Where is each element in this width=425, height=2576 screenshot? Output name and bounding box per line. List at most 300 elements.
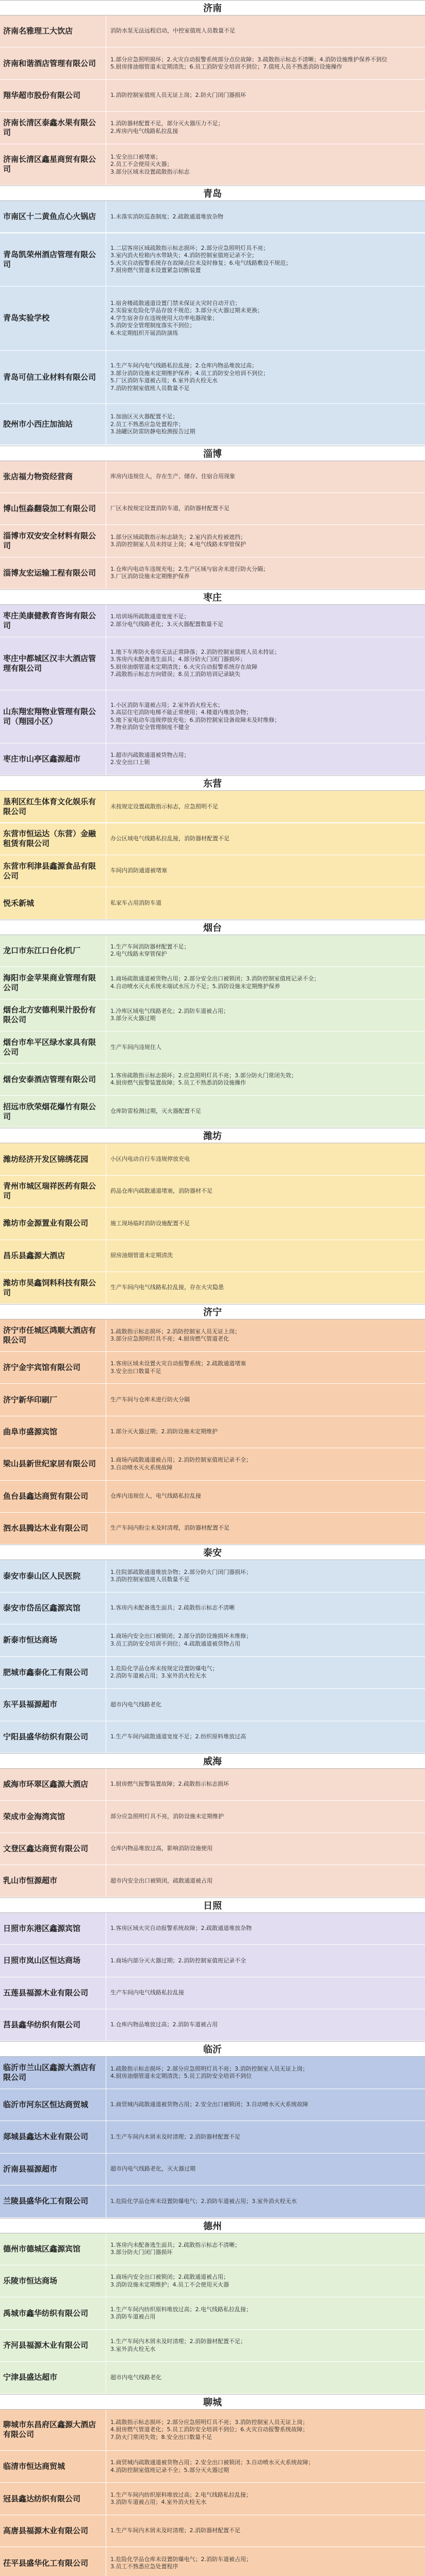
city-title: 临沂 — [203, 2044, 222, 2056]
enterprise-row — [0, 2057, 425, 2089]
enterprise-row — [0, 855, 425, 887]
hazard-item: 仓库防雷检测过期，灭火器配置不足 — [110, 1108, 201, 1115]
enterprise-row — [0, 1769, 425, 1801]
hazard-list — [106, 2297, 425, 2329]
city-title: 东营 — [203, 778, 222, 790]
city-title: 淄博 — [203, 448, 222, 460]
enterprise-row — [0, 404, 425, 445]
enterprise-row — [0, 935, 425, 967]
enterprise-row — [0, 1352, 425, 1384]
enterprise-row — [0, 999, 425, 1031]
hazard-item: 药品仓库内疏散通道堵塞，消防器材不足 — [110, 1188, 213, 1195]
enterprise-name: 德州市德城区鑫源宾馆 — [0, 2233, 106, 2265]
hazard-list — [106, 1689, 425, 1720]
hazard-item: 1.地下车库防火卷帘无法正常降落；2.消防控制室值班人员未持证； — [110, 648, 280, 655]
hazard-item: 1.生产车间内电气线路私拉乱接；2.仓库内物品堆放过高； — [110, 362, 257, 369]
hazard-item: 1.厨房燃气报警装置故障；2.疏散指示标志损坏 — [110, 1781, 229, 1788]
city-title: 烟台 — [203, 922, 222, 934]
hazard-item: 超市内电气线路老化，灭火器过期 — [110, 2165, 195, 2173]
hazard-item: 仓库内物品堆放过高，影响消防设施使用 — [110, 1845, 213, 1852]
hazard-item: 4.自动喷水灭火系统末端试水压力不足；5.消防设施未定期维护保养 — [110, 982, 280, 990]
hazard-item: 3.部分应急照明灯具不亮；4.厨房燃气管道老化 — [110, 1335, 229, 1343]
enterprise-name: 东营市利津县鑫源食品有限公司 — [0, 855, 106, 887]
enterprise-name: 青州市城区瑞祥医药有限公司 — [0, 1176, 106, 1207]
hazard-list — [106, 743, 425, 775]
hazard-list — [106, 2515, 425, 2547]
city-title: 日照 — [203, 1900, 222, 1911]
hazard-item: 施工现场临时消防设施配置不足 — [110, 1219, 190, 1227]
hazard-item: 5.消防安全管理制度落实不到位； — [110, 322, 195, 329]
city-title: 威海 — [203, 1756, 222, 1767]
enterprise-row — [0, 112, 425, 144]
enterprise-name: 烟台市牟平区绿水家具有限公司 — [0, 1031, 106, 1063]
hazard-list — [106, 1801, 425, 1832]
enterprise-name: 烟台安泰酒店管理有限公司 — [0, 1063, 106, 1095]
hazard-item: 4.学生宿舍存在违规使用大功率电器现象； — [110, 314, 218, 321]
hazard-list — [106, 1624, 425, 1656]
hazard-item: 5.火灾自动报警系统存在故障点位未及时修复；6.电气线路敷设不规范； — [110, 259, 291, 266]
enterprise-name: 高唐县福源木业有限公司 — [0, 2515, 106, 2547]
hazard-list — [106, 1096, 425, 1127]
hazard-item: 3.消防控制室人员未持证上岗；4.电气线路未穿管保护 — [110, 541, 246, 548]
hazard-item: 1.消防器材配置不足，部分灭火器压力不足； — [110, 120, 224, 127]
city-title: 聊城 — [203, 2397, 222, 2408]
hazard-list — [106, 15, 425, 47]
hazard-item: 库房内违规住人，存在生产、储存、住宿合用现象 — [110, 472, 235, 480]
city-header — [0, 2218, 425, 2233]
enterprise-name: 东平县福源超市 — [0, 1689, 106, 1720]
hazard-list — [106, 1945, 425, 1976]
hazard-item: 生产车间内粉尘未及时清理，消防器材配置不足 — [110, 1524, 230, 1532]
enterprise-row — [0, 2451, 425, 2483]
hazard-list — [106, 1448, 425, 1480]
hazard-item: 3.员工消防安全培训不到位；4.疏散通道被货物占用 — [110, 1640, 240, 1647]
enterprise-row — [0, 1592, 425, 1624]
city-title: 潍坊 — [203, 1131, 222, 1142]
hazard-list — [106, 605, 425, 636]
hazard-list — [106, 1865, 425, 1896]
hazard-item: 生产车间内违规住人 — [110, 1043, 161, 1050]
enterprise-name: 枣庄中都城区汉丰大酒店管理有限公司 — [0, 637, 106, 690]
hazard-item: 5.厨房油烟管道未定期清洗；6.火灾自动报警系统存在故障 — [110, 663, 257, 670]
hazard-list — [106, 1721, 425, 1753]
city-header — [0, 589, 425, 605]
enterprise-row — [0, 1657, 425, 1689]
hazard-list — [106, 80, 425, 111]
hazard-list — [106, 1319, 425, 1351]
hazard-item: 办公区域电气线路私拉乱接，消防器材配置不足 — [110, 835, 230, 842]
enterprise-row — [0, 1176, 425, 1208]
hazard-item: 7.物业消防安全管理制度不健全 — [110, 724, 190, 731]
hazard-list — [106, 2330, 425, 2361]
enterprise-row — [0, 637, 425, 690]
hazard-item: 仓库内违规住人，电气线路私拉乱接 — [110, 1493, 201, 1500]
hazard-item: 3.部分消防设施未定期维护保养；4.员工消防安全培训不到位； — [110, 369, 269, 377]
enterprise-row — [0, 2185, 425, 2217]
enterprise-row — [0, 2154, 425, 2185]
hazard-item: 4.厨房燃气管道老化；5.员工消防安全培训不到位；6.火灾自动报警系统故障； — [110, 2426, 308, 2433]
city-header — [0, 1128, 425, 1143]
enterprise-row — [0, 2265, 425, 2297]
hazard-item: 2.员工不会使用灭火器； — [110, 161, 173, 168]
hazard-list — [106, 1513, 425, 1544]
enterprise-name: 兰陵县盛华化工有限公司 — [0, 2185, 106, 2217]
hazard-list — [106, 233, 425, 286]
hazard-item: 4.厨房燃气报警装置故障；5.员工不熟悉消防设施操作 — [110, 1079, 246, 1087]
hazard-item: 3.自动喷水灭火系统故障 — [110, 1464, 173, 1471]
enterprise-row — [0, 2362, 425, 2394]
city-title: 泰安 — [203, 1548, 222, 1559]
city-title: 青岛 — [203, 189, 222, 200]
enterprise-row — [0, 1833, 425, 1865]
enterprise-row — [0, 1624, 425, 1656]
enterprise-row — [0, 823, 425, 855]
enterprise-row — [0, 1721, 425, 1753]
hazard-item: 3.消防设施未定期维护；4.员工不会使用灭火器 — [110, 2281, 229, 2288]
enterprise-name: 泗水县腾达木业有限公司 — [0, 1513, 106, 1544]
enterprise-row — [0, 967, 425, 999]
hazard-item: 2.电气线路未穿管保护 — [110, 951, 167, 958]
enterprise-name: 临沂市兰山区鑫源大酒店有限公司 — [0, 2057, 106, 2088]
hazard-list — [106, 2362, 425, 2393]
enterprise-name: 莒县鑫华纺织有限公司 — [0, 2009, 106, 2041]
enterprise-name: 东营市恒运达（东营）金融租赁有限公司 — [0, 823, 106, 855]
enterprise-row — [0, 493, 425, 525]
hazard-list — [106, 791, 425, 822]
hazard-item: 消防水泵无法远程启动，中控室值班人员数量不足 — [110, 27, 235, 35]
hazard-item: 1.未落实消防巡查制度；2.疏散通道堆放杂物 — [110, 213, 223, 220]
enterprise-row — [0, 1448, 425, 1480]
hazard-item: 1.客房区域火灾自动报警系统故障；2.疏散通道堆放杂物 — [110, 1925, 252, 1932]
hazard-item: 1.部分区域疏散指示标志缺失；2.室内消火栓被遮挡； — [110, 533, 246, 540]
enterprise-row — [0, 2297, 425, 2329]
enterprise-name: 青岛实验学校 — [0, 286, 106, 351]
hazard-item: 1.疏散指示标志损坏；2.消防控制室人员无证上岗； — [110, 1328, 240, 1335]
enterprise-row — [0, 1031, 425, 1063]
hazard-item: 1.部分应急照明损坏；2.火灾自动报警系统部分点位故障；3.疏散指示标志不清晰；4.消防设施维护保养不到位 — [110, 56, 387, 63]
enterprise-name: 垦利区红生体育文化娱乐有限公司 — [0, 791, 106, 822]
enterprise-name: 聊城市东昌府区鑫源大酒店有限公司 — [0, 2410, 106, 2450]
enterprise-name: 日照市岚山区恒达商场 — [0, 1945, 106, 1976]
enterprise-name: 宁阳县盛华纺织有限公司 — [0, 1721, 106, 1753]
enterprise-name: 枣庄美康健教育咨询有限公司 — [0, 605, 106, 636]
hazard-item: 1.部分灭火器过期；2.消防设施未定期维护 — [110, 1428, 218, 1435]
enterprise-row — [0, 1513, 425, 1545]
enterprise-name: 济南长清区泰鑫水果有限公司 — [0, 112, 106, 143]
hazard-list — [106, 887, 425, 919]
hazard-item: 1.小区消防车道被占用；2.室外消火栓无水； — [110, 701, 223, 708]
hazard-list — [106, 1240, 425, 1272]
hazard-list — [106, 1208, 425, 1239]
hazard-item: 2.部分电气线路老化；3.灭火器配置数量不足 — [110, 620, 223, 628]
enterprise-row — [0, 1416, 425, 1448]
hazard-list — [106, 2483, 425, 2514]
hazard-list — [106, 2451, 425, 2482]
hazard-item: 7.消防控制室值班人员数量不足 — [110, 384, 190, 392]
hazard-item: 2.安全出口上锁 — [110, 759, 150, 766]
hazard-list — [106, 855, 425, 887]
enterprise-row — [0, 144, 425, 185]
hazard-list — [106, 2057, 425, 2088]
hazard-item: 1.商场内部分灭火器过期；2.消防控制室值班记录不全 — [110, 1957, 246, 1964]
hazard-list — [106, 404, 425, 445]
enterprise-row — [0, 1689, 425, 1721]
hazard-list — [106, 2233, 425, 2265]
city-header — [0, 1897, 425, 1913]
hazard-item: 1.生产车间内木屑未及时清理；2.消防器材配置不足 — [110, 2133, 240, 2140]
enterprise-name: 肥城市鑫泰化工有限公司 — [0, 1657, 106, 1688]
enterprise-row — [0, 1913, 425, 1945]
hazard-list — [106, 1031, 425, 1063]
hazard-item: 3.消防车道被占用；4.室外消火栓无水 — [110, 2499, 206, 2506]
city-title: 济宁 — [203, 1307, 222, 1318]
enterprise-name: 翔华超市股份有限公司 — [0, 80, 106, 111]
hazard-list — [106, 823, 425, 855]
hazard-item: 1.仓库内物品堆放过高；2.消防车道被占用 — [110, 2021, 218, 2028]
hazard-list — [106, 461, 425, 493]
hazard-item: 7.防火门常闭失效；8.安全出口数量不足 — [110, 2433, 212, 2441]
enterprise-name: 荣成市金海湾宾馆 — [0, 1801, 106, 1832]
enterprise-row — [0, 1143, 425, 1175]
hazard-item: 车间内消防通道被堵塞 — [110, 867, 167, 874]
enterprise-name: 梁山县新世纪家居有限公司 — [0, 1448, 106, 1480]
city-header — [0, 920, 425, 935]
enterprise-name: 宁津县盛达超市 — [0, 2362, 106, 2393]
enterprise-name: 悦禾新城 — [0, 887, 106, 919]
hazard-item: 部分应急照明灯具不亮，消防设施未定期维护 — [110, 1812, 224, 1820]
hazard-item: 7.疏散指示标志方向错误；8.员工消防培训记录缺失 — [110, 671, 240, 678]
hazard-item: 2.员工不熟悉应急处置程序； — [110, 420, 184, 428]
hazard-item: 未按规定设置疏散指示标志，应急照明不足 — [110, 803, 218, 810]
hazard-item: 厨房油烟管道未定期清洗 — [110, 1252, 173, 1259]
enterprise-row — [0, 2089, 425, 2121]
hazard-item: 1.宿舍楼疏散通道设置门禁未保证火灾时自动开启； — [110, 299, 241, 307]
hazard-list — [106, 637, 425, 690]
enterprise-name: 龙口市东江口台化机厂 — [0, 935, 106, 967]
enterprise-name: 山东翔宏翔物业管理有限公司（翔园小区） — [0, 690, 106, 743]
enterprise-name: 潍坊市金源置业有限公司 — [0, 1208, 106, 1239]
enterprise-name: 烟台北方安德利果汁股份有限公司 — [0, 999, 106, 1031]
hazard-list — [106, 1063, 425, 1095]
hazard-item: 生产车间与仓库未进行防火分隔 — [110, 1396, 190, 1403]
enterprise-row — [0, 887, 425, 919]
hazard-item: 1.疏散指示标志损坏；2.部分应急照明灯具不亮；3.消防控制室人员无证上岗； — [110, 2065, 308, 2072]
hazard-list — [106, 1769, 425, 1800]
hazard-item: 5.厨房排油烟管道未定期清洗；6.员工消防安全培训不到位；7.值班人员不熟悉消防设施操作 — [110, 63, 342, 71]
hazard-item: 3.厂区消防设施未定期维护保养 — [110, 573, 190, 580]
hazard-item: 厂区未按规定设置消防车道，消防器材配置不足 — [110, 505, 230, 512]
enterprise-row — [0, 1096, 425, 1128]
hazard-item: 2.消防车道被占用；3.室外消火栓无水 — [110, 1672, 206, 1680]
hazard-item: 3.员工不熟悉应急处置程序 — [110, 2563, 178, 2570]
hazard-item: 1.客房内未配备逃生面具；2.疏散指示标志不清晰 — [110, 1604, 235, 1612]
city-title: 德州 — [203, 2221, 222, 2232]
hazard-item: 超市内电气线路老化 — [110, 1701, 161, 1708]
hazard-item: 1.生产车间内纺织原料堆放过高；2.电气线路私拉乱接； — [110, 2306, 252, 2313]
enterprise-row — [0, 1560, 425, 1592]
hazard-list — [106, 1913, 425, 1944]
city-header — [0, 775, 425, 791]
hazard-item: 2.库房内电气线路私拉乱接 — [110, 127, 178, 134]
hazard-item: 4.消防控制室值班记录不全；5.部分灭火器过期 — [110, 2466, 229, 2473]
enterprise-name: 淄博市双安安全材料有限公司 — [0, 525, 106, 556]
enterprise-row — [0, 1063, 425, 1095]
hazard-item: 4.厨房油烟管道未定期清洗；5.员工消防安全培训不到位 — [110, 2073, 252, 2080]
enterprise-name: 曲阜市盛源宾馆 — [0, 1416, 106, 1448]
enterprise-name: 茌平县盛华化工有限公司 — [0, 2547, 106, 2576]
hazard-list — [106, 1833, 425, 1865]
enterprise-name: 胶州市小西庄加油站 — [0, 404, 106, 445]
hazard-list — [106, 2009, 425, 2041]
hazard-item: 6.未定期组织开展消防演练 — [110, 329, 178, 336]
enterprise-row — [0, 1481, 425, 1513]
hazard-list — [106, 690, 425, 743]
city-header — [0, 2394, 425, 2410]
hazard-item: 1.生产车间消防器材配置不足； — [110, 943, 190, 950]
hazard-item: 3.油罐区防雷防静电检测报告过期 — [110, 428, 195, 435]
hazard-item: 1.超市内疏散通道被货物占用； — [110, 751, 190, 758]
enterprise-name: 张店福力物资经营商 — [0, 461, 106, 493]
hazard-list — [106, 557, 425, 589]
hazard-item: 超市内电气线路老化 — [110, 2374, 161, 2381]
enterprise-row — [0, 2483, 425, 2515]
enterprise-row — [0, 351, 425, 404]
enterprise-name: 威海市环翠区鑫源大酒店 — [0, 1769, 106, 1800]
enterprise-row — [0, 1945, 425, 1977]
enterprise-row — [0, 2121, 425, 2153]
hazard-item: 小区内电动自行车违规停放充电 — [110, 1155, 190, 1162]
enterprise-row — [0, 1865, 425, 1897]
hazard-list — [106, 2121, 425, 2153]
enterprise-name: 青岛凯荣州酒店管理有限公司 — [0, 233, 106, 286]
hazard-item: 1.生产车间内木屑未及时清理；2.消防器材配置不足 — [110, 2527, 240, 2534]
enterprise-name: 博山恒淼翻袋加工有限公司 — [0, 493, 106, 524]
hazard-item: 1.商场内安全出口被锁闭；2.部分消防设施损坏未维修； — [110, 1633, 252, 1640]
hazard-item: 1.客房内未配备逃生面具；2.疏散指示标志不清晰； — [110, 2241, 240, 2248]
enterprise-row — [0, 233, 425, 286]
enterprise-name: 泰安市岱岳区鑫源宾馆 — [0, 1592, 106, 1624]
hazard-list — [106, 1560, 425, 1591]
enterprise-row — [0, 2233, 425, 2265]
hazard-list — [106, 999, 425, 1031]
hazard-item: 生产车间内电气线路私拉乱接，存在火灾隐患 — [110, 1284, 224, 1291]
city-header — [0, 446, 425, 461]
enterprise-name: 济宁金宇宾馆有限公司 — [0, 1352, 106, 1383]
hazard-item: 1.培训场所疏散通道宽度不足； — [110, 613, 190, 620]
hazard-item: 1.商贸城内疏散通道被货物占用；2.安全出口被锁闭；3.自动喷水灭火系统故障 — [110, 2101, 308, 2108]
hazard-list — [106, 1977, 425, 2009]
hazard-item: 生产车间内电气线路私拉乱接 — [110, 1989, 184, 1996]
hazard-list — [106, 1592, 425, 1624]
hazard-list — [106, 47, 425, 79]
enterprise-name: 五莲县福源木业有限公司 — [0, 1977, 106, 2009]
enterprise-name: 鱼台县鑫达商贸有限公司 — [0, 1481, 106, 1512]
enterprise-name: 昌乐县鑫源大酒店 — [0, 1240, 106, 1272]
hazard-item: 1.生产车间内木屑未及时清理；2.消防器材配置不足； — [110, 2338, 246, 2345]
enterprise-name: 济南长清区鑫星商贸有限公司 — [0, 144, 106, 185]
enterprise-name: 潍坊经济开发区锦绣花园 — [0, 1143, 106, 1175]
enterprise-row — [0, 2009, 425, 2041]
hazard-list — [106, 1416, 425, 1448]
hazard-list — [106, 2154, 425, 2185]
hazard-item: 3.部分防火门闭门器损坏 — [110, 2249, 173, 2256]
hazard-item: 1.住院部疏散通道堆放杂物；2.部分防火门闭门器损坏； — [110, 1568, 252, 1575]
enterprise-row — [0, 1384, 425, 1416]
hazard-item: 3.客房内未配备逃生面具；4.部分防火门闭门器损坏； — [110, 656, 246, 663]
hazard-list — [106, 1352, 425, 1383]
hazard-list — [106, 286, 425, 351]
enterprise-name: 冠县鑫达纺织有限公司 — [0, 2483, 106, 2514]
hazard-item: 1.消防控制室值班人员无证上岗；2.防火门闭门器损坏 — [110, 92, 246, 99]
enterprise-name: 济南名雅理工大饮店 — [0, 15, 106, 47]
enterprise-name: 济宁新华印刷厂 — [0, 1384, 106, 1415]
hazard-item: 1.商场内疏散通道被占用；2.消防控制室值班记录不全； — [110, 1456, 252, 1464]
hazard-item: 1.生产车间内疏散通道宽度不足；2.纺织原料堆放过高 — [110, 1733, 246, 1740]
enterprise-row — [0, 1240, 425, 1272]
hazard-list — [106, 1176, 425, 1207]
hazard-list — [106, 967, 425, 998]
enterprise-name: 沂南县福源超市 — [0, 2154, 106, 2185]
enterprise-row — [0, 1977, 425, 2009]
enterprise-row — [0, 80, 425, 112]
hazard-list — [106, 935, 425, 967]
enterprise-name: 文登区鑫达商贸有限公司 — [0, 1833, 106, 1865]
enterprise-row — [0, 1319, 425, 1351]
enterprise-row — [0, 690, 425, 743]
enterprise-row — [0, 461, 425, 493]
hazard-item: 1.危险化学品仓库未设置防爆电气；2.消防车道被占用； — [110, 2555, 252, 2563]
hazard-list — [106, 2410, 425, 2450]
hazard-list — [106, 1481, 425, 1512]
hazard-list — [106, 493, 425, 524]
hazard-item: 3.消防控制室值班人员数量不足 — [110, 1576, 190, 1583]
hazard-item: 3.部分区域未设置疏散指示标志 — [110, 168, 190, 175]
enterprise-row — [0, 2547, 425, 2576]
hazard-item: 2.实验室危险化学品存放不规范；3.部分灭火器过期未更换； — [110, 307, 263, 314]
enterprise-name: 招远市欣荣烟花爆竹有限公司 — [0, 1096, 106, 1127]
enterprise-row — [0, 1801, 425, 1833]
hazard-item: 1.危险化学品仓库未按规定设置防爆电气； — [110, 1665, 218, 1672]
hazard-item: 1.商场疏散通道被货物占用；2.部分安全出口被锁闭；3.消防控制室值班记录不全； — [110, 975, 320, 982]
enterprise-name: 泰安市泰山区人民医院 — [0, 1560, 106, 1591]
enterprise-name: 青岛可信工业材料有限公司 — [0, 351, 106, 403]
hazard-item: 5.地下室电动车违规停放充电；6.消防控制室设备故障未及时维修； — [110, 716, 280, 723]
hazard-list — [106, 112, 425, 143]
hazard-item: 1.生产车间内纺织原料堆放过高；2.电气线路私拉乱接； — [110, 2491, 252, 2498]
hazard-item: 3.部分灭火器过期 — [110, 1015, 156, 1022]
enterprise-name: 济南和谐酒店管理有限公司 — [0, 47, 106, 79]
enterprise-row — [0, 525, 425, 557]
hazard-item: 1.危险化学品仓库未设置防爆电气；2.消防车道被占用；3.室外消火栓无水 — [110, 2197, 297, 2205]
enterprise-row — [0, 2330, 425, 2362]
enterprise-row — [0, 791, 425, 823]
enterprise-name: 乳山市恒源超市 — [0, 1865, 106, 1896]
hazard-item: 3.消防车道被占用 — [110, 2313, 156, 2320]
city-title: 枣庄 — [203, 592, 222, 604]
enterprise-name: 济宁市任城区鸿顺大酒店有限公司 — [0, 1319, 106, 1351]
city-header — [0, 0, 425, 15]
hazard-list — [106, 2547, 425, 2576]
hazard-item: 7.厨房燃气管道未设置紧急切断装置 — [110, 267, 201, 274]
enterprise-name: 乐陵市恒达商场 — [0, 2265, 106, 2297]
hazard-item: 1.商场内安全出口被锁闭；2.疏散通道被占用； — [110, 2274, 229, 2281]
enterprise-row — [0, 1272, 425, 1304]
enterprise-row — [0, 743, 425, 775]
enterprise-row — [0, 2515, 425, 2547]
enterprise-name: 临清市恒达商贸城 — [0, 2451, 106, 2482]
city-title: 济南 — [203, 3, 222, 14]
hazard-item: 1.商贸城内疏散通道被货物占用；2.安全出口被锁闭；3.自动喷水灭火系统故障； — [110, 2459, 314, 2466]
